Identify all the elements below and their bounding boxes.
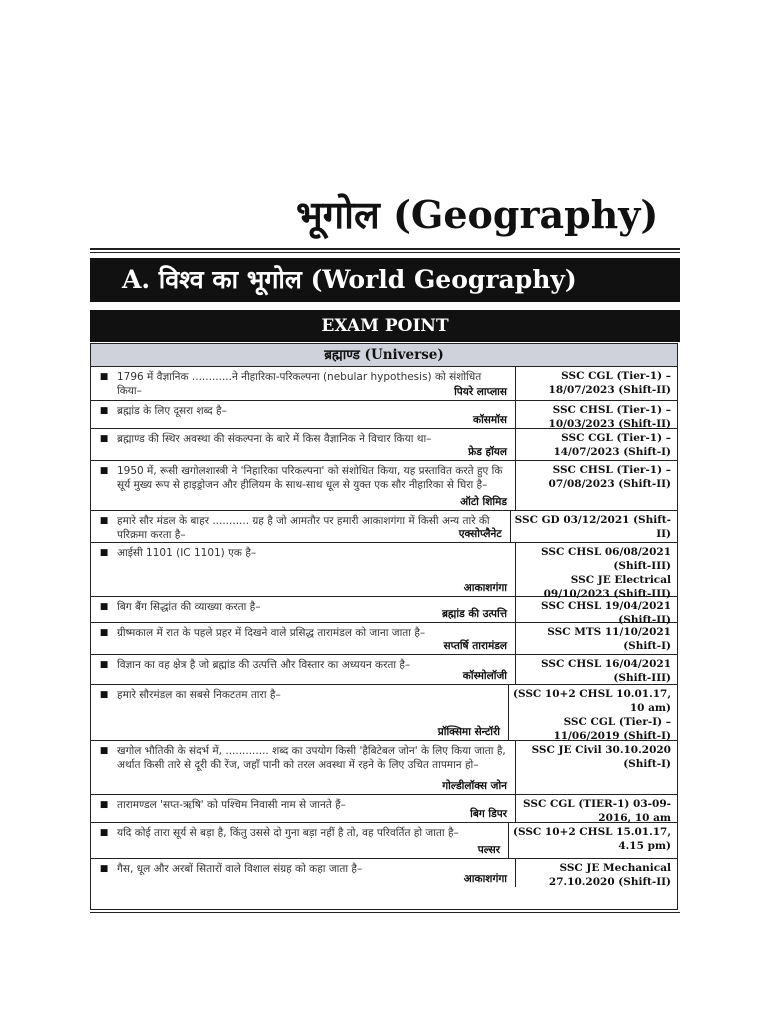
square-bullet-icon: ■: [99, 406, 109, 416]
exam-source-cell: [516, 429, 677, 460]
exam-source-line: 2016, 10 am: [598, 812, 671, 824]
exam-source-cell: [516, 597, 677, 626]
exam-source-line: SSC CHSL 06/08/2021: [541, 546, 671, 558]
question-cell: [91, 597, 516, 622]
exam-source-line: 11/06/2019 (Shift-I): [553, 730, 671, 742]
exam-source-line: 07/08/2023 (Shift-II): [548, 478, 671, 490]
bottom-divider: [90, 912, 680, 913]
question-text: बिग बैंग सिद्धांत की व्याख्या करता है–: [117, 601, 261, 613]
exam-source-cell: [509, 685, 677, 740]
exam-source-line: 14/07/2023 (Shift-I): [553, 446, 671, 458]
square-bullet-icon: ■: [99, 602, 109, 612]
page-title: भूगोल (Geography): [296, 192, 659, 237]
square-bullet-icon: ■: [99, 628, 109, 638]
exam-source-line: SSC CHSL (Tier-1) –: [552, 464, 671, 476]
table-row: [91, 823, 677, 859]
question-cell: [91, 859, 516, 887]
exam-source-line: SSC MTS 11/10/2021: [547, 626, 671, 638]
question-text: आईसी 1101 (IC 1101) एक है–: [117, 547, 257, 559]
question-cell: [91, 401, 516, 428]
square-bullet-icon: ■: [99, 800, 109, 810]
table-row: [91, 429, 677, 461]
table-row: [91, 597, 677, 626]
answer-text: आकाशगंगा: [463, 582, 507, 594]
question-cell: [91, 823, 509, 858]
square-bullet-icon: ■: [99, 434, 109, 444]
exam-source-line: 4.15 pm): [618, 840, 671, 852]
exam-source-line: SSC CGL (Tier-I) –: [563, 716, 671, 728]
exam-source-cell: [516, 741, 677, 794]
answer-text: पल्सर: [477, 844, 500, 856]
square-bullet-icon: ■: [99, 548, 109, 558]
title-divider-thin: [90, 252, 680, 253]
table-row: [91, 367, 677, 401]
exam-source-line: (Shift-I): [623, 640, 671, 652]
question-text: ग्रीष्मकाल में रात के पहले प्रहर में दिखने वाले प्रसिद्ध तारामंडल को जाना जाता है–: [117, 627, 426, 639]
table-row: [91, 685, 677, 741]
exam-source-line: SSC CHSL (Tier-1) –: [552, 404, 671, 416]
exam-source-line: SSC GD 03/12/2021 (Shift-: [514, 514, 671, 526]
exam-source-line: SSC CGL (TIER-1) 03-09-: [523, 798, 671, 810]
square-bullet-icon: ■: [99, 516, 109, 526]
table-subheader: ब्रह्माण्ड (Universe): [91, 344, 677, 367]
question-cell: [91, 795, 516, 822]
table-body: [91, 367, 677, 887]
table-row: [91, 741, 677, 795]
table-row: [91, 461, 677, 511]
exam-source-line: SSC JE Mechanical: [559, 862, 671, 874]
answer-text: आकाशगंगा: [463, 873, 507, 885]
question-text: 1950 में, रूसी खगोलशास्त्री ने 'निहारिका परिकल्पना' को संशोधित किया, यह प्रस्तावित करते हुए कि सूर्य मुख्य रूप से हाइड्रोजन और हीलियम के साथ-साथ धूल से युक्त एक सौर नीहारिका से घिरा है–: [117, 465, 503, 491]
table-row: [91, 401, 677, 429]
table-row: [91, 655, 677, 685]
question-text: विज्ञान का वह क्षेत्र है जो ब्रह्मांड की उत्पत्ति और विस्तार का अध्ययन करता है–: [117, 659, 411, 671]
answer-text: बिग डिपर: [470, 808, 507, 820]
question-text: खगोल भौतिकी के संदर्भ में, ............. शब्द का उपयोग किसी 'हैबिटेबल जोन' के लिए किया जाता है, अर्थात किसी तारे से दूरी की रेंज, जहाँ पानी को तरल अवस्था में रहने के लिए उचित तापमान हो–: [117, 745, 506, 771]
exam-source-cell: [516, 461, 677, 510]
answer-text: कॉसमॉस: [473, 414, 507, 426]
table-row: [91, 511, 677, 543]
exam-source-cell: [516, 367, 677, 400]
square-bullet-icon: ■: [99, 746, 109, 756]
question-text: ब्रह्मांड के लिए दूसरा शब्द है–: [117, 405, 227, 417]
exam-source-line: (SSC 10+2 CHSL 15.01.17,: [513, 826, 671, 838]
exam-source-line: 18/07/2023 (Shift-II): [548, 384, 671, 396]
square-bullet-icon: ■: [99, 690, 109, 700]
question-text: तारामण्डल 'सप्त-ऋषि' को पश्चिम निवासी नाम से जानते हैं–: [117, 799, 346, 811]
exam-source-line: 10 am): [629, 702, 671, 714]
exam-source-cell: [516, 543, 677, 600]
answer-text: गोल्डीलॉक्स जोन: [442, 780, 507, 792]
exam-source-line: SSC CGL (Tier-1) –: [561, 370, 671, 382]
answer-text: एक्सोप्लैनेट: [458, 528, 502, 540]
question-cell: [91, 741, 516, 794]
answer-text: पियरे लाप्लास: [454, 386, 507, 398]
question-cell: [91, 429, 516, 460]
answer-text: ब्रह्मांड की उत्पत्ति: [441, 608, 507, 620]
exam-source-cell: [511, 511, 677, 542]
exam-source-line: 10/03/2023 (Shift-II): [548, 418, 671, 430]
exam-source-cell: [509, 823, 677, 858]
question-cell: [91, 511, 511, 542]
exam-point-banner: EXAM POINT: [90, 310, 680, 342]
exam-source-line: SSC CGL (Tier-1) –: [561, 432, 671, 444]
question-cell: [91, 461, 516, 510]
exam-source-line: SSC CHSL 19/04/2021: [541, 600, 671, 612]
question-cell: [91, 543, 516, 596]
square-bullet-icon: ■: [99, 864, 109, 874]
exam-source-line: (Shift-II): [618, 614, 671, 626]
answer-text: सप्तर्षि तारामंडल: [443, 640, 507, 652]
exam-source-line: 27.10.2020 (Shift-II): [548, 876, 671, 888]
exam-source-line: (Shift-III): [613, 560, 671, 572]
table-row: [91, 859, 677, 887]
exam-source-line: SSC JE Civil 30.10.2020: [531, 744, 671, 756]
table-row: [91, 543, 677, 600]
answer-text: कॉस्मोलॉजी: [462, 670, 507, 682]
answer-text: ऑटो शिमिड: [460, 496, 507, 508]
exam-source-line: (SSC 10+2 CHSL 10.01.17,: [513, 688, 671, 700]
answer-text: प्रॉक्सिमा सेन्टॉरी: [437, 726, 500, 738]
question-cell: [91, 623, 516, 654]
question-text: यदि कोई तारा सूर्य से बड़ा है, किंतु उससे दो गुना बड़ा नहीं है तो, वह परिवर्तित हो जाता है–: [117, 827, 459, 839]
answer-text: फ्रेड हॉयल: [468, 446, 507, 458]
question-cell: [91, 655, 516, 684]
exam-source-line: (Shift-III): [613, 672, 671, 684]
question-table: [90, 343, 678, 910]
exam-source-cell: [516, 795, 677, 822]
square-bullet-icon: ■: [99, 660, 109, 670]
question-text: हमारे सौरमंडल का सबसे निकटतम तारा है–: [117, 689, 281, 701]
question-text: 1796 में वैज्ञानिक ............ने नीहारिका-परिकल्पना (nebular hypothesis) को संशोधित किया–: [117, 371, 482, 397]
title-divider: [90, 248, 680, 250]
table-row: [91, 623, 677, 655]
exam-source-cell: [516, 655, 677, 684]
exam-source-line: II): [656, 528, 671, 540]
table-row: [91, 795, 677, 823]
question-cell: [91, 685, 509, 740]
square-bullet-icon: ■: [99, 828, 109, 838]
question-cell: [91, 367, 516, 400]
exam-source-cell: [516, 401, 677, 428]
question-text: गैस, धूल और अरबों सितारों वाले विशाल संग्रह को कहा जाता है–: [117, 863, 363, 875]
exam-source-cell: [516, 859, 677, 887]
exam-source-line: SSC JE Electrical: [570, 574, 671, 586]
question-text: हमारे सौर मंडल के बाहर ........... ग्रह है जो आमतौर पर हमारी आकाशगंगा में किसी अन्य तारे की परिक्रमा करता है–: [117, 515, 490, 541]
question-text: ब्रह्माण्ड की स्थिर अवस्था की संकल्पना के बारे में किस वैज्ञानिक ने विचार किया था–: [117, 433, 432, 445]
exam-source-line: SSC CHSL 16/04/2021: [541, 658, 671, 670]
section-heading: A. विश्व का भूगोल (World Geography): [90, 258, 680, 302]
square-bullet-icon: ■: [99, 466, 109, 476]
exam-source-cell: [516, 623, 677, 654]
square-bullet-icon: ■: [99, 372, 109, 382]
exam-source-line: (Shift-I): [623, 758, 671, 770]
exam-source-line: 09/10/2023 (Shift-III): [543, 588, 671, 600]
